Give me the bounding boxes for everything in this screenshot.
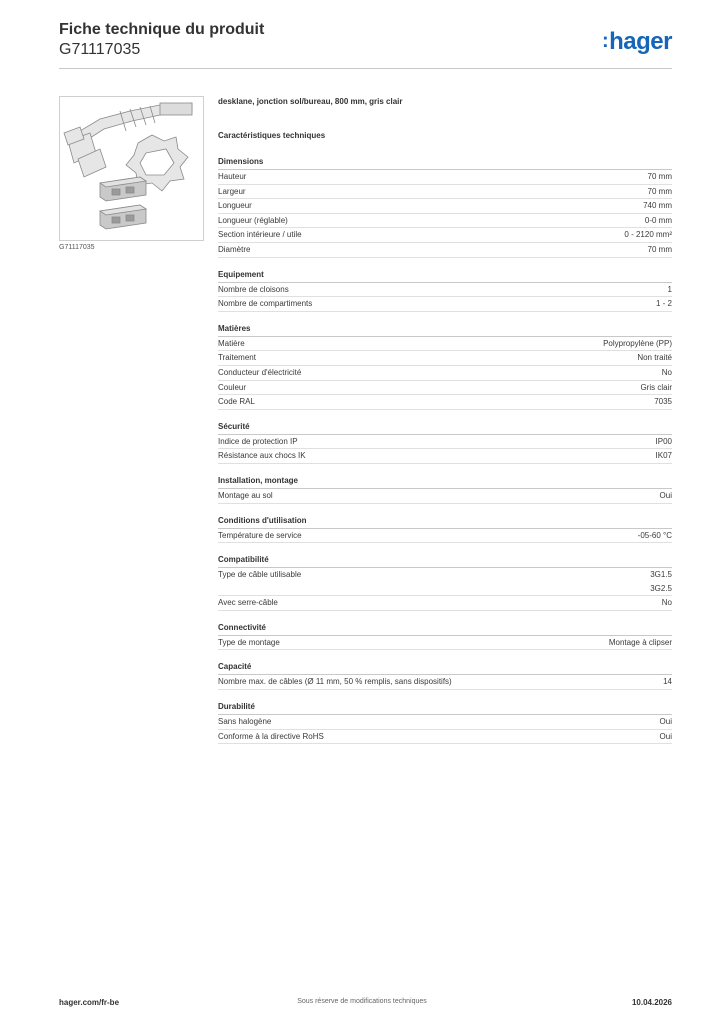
- spec-content: [218, 95, 672, 754]
- spec-row: [218, 214, 672, 229]
- section-title: Durabilité: [218, 700, 672, 715]
- footer-website[interactable]: hager.com/fr-be: [59, 998, 120, 1007]
- spec-value-line: Non traité: [637, 353, 672, 363]
- spec-row: [218, 199, 672, 214]
- spec-row: [218, 297, 672, 312]
- spec-value: [662, 596, 672, 610]
- spec-section: [218, 268, 672, 312]
- spec-row: [218, 596, 672, 611]
- spec-value: [643, 199, 672, 213]
- spec-label: Matière: [218, 338, 245, 348]
- spec-value-line: 1 - 2: [655, 299, 672, 309]
- spec-label: Conducteur d'électricité: [218, 367, 302, 377]
- spec-row: [218, 529, 672, 544]
- spec-value-line: IK07: [655, 451, 672, 461]
- spec-value-line: No: [661, 367, 672, 377]
- spec-row: [218, 228, 672, 243]
- spec-value-line: Oui: [659, 490, 672, 500]
- spec-label: Nombre de compartiments: [218, 299, 313, 309]
- spec-label: Résistance aux chocs IK: [218, 451, 306, 461]
- spec-section: [218, 700, 672, 744]
- spec-row: [218, 715, 672, 730]
- spec-section: [218, 660, 672, 690]
- section-title: Installation, montage: [218, 474, 672, 489]
- spec-row: [218, 185, 672, 200]
- spec-row: [218, 351, 672, 366]
- spec-value-line: Polypropylène (PP): [603, 338, 672, 348]
- spec-value-line: 7035: [654, 397, 672, 407]
- section-title: Dimensions: [218, 155, 672, 170]
- spec-value: [645, 214, 672, 228]
- spec-row: [218, 283, 672, 298]
- product-description: desklane, jonction sol/bureau, 800 mm, gris clair: [218, 97, 403, 106]
- spec-value: [656, 297, 672, 311]
- spec-value: [662, 366, 672, 380]
- spec-value: [660, 489, 672, 503]
- spec-value: [638, 529, 672, 543]
- spec-label: Nombre de cloisons: [218, 284, 289, 294]
- spec-label: Longueur: [218, 201, 252, 211]
- spec-value-line: 1: [667, 284, 672, 294]
- hager-logo: [602, 28, 672, 55]
- spec-label: Largeur: [218, 186, 246, 196]
- spec-value-line: 70 mm: [647, 186, 672, 196]
- image-caption: G71117035: [59, 244, 95, 251]
- spec-label: Conforme à la directive RoHS: [218, 731, 324, 741]
- spec-row: [218, 449, 672, 464]
- spec-row: [218, 675, 672, 690]
- spec-value-line: IP00: [655, 436, 672, 446]
- cable-channel-illustration: [60, 97, 203, 240]
- spec-label: Indice de protection IP: [218, 436, 298, 446]
- spec-sections: [218, 155, 672, 744]
- spec-row: [218, 381, 672, 396]
- spec-value: [656, 435, 672, 449]
- spec-value: [640, 381, 672, 395]
- product-reference: G71117035: [59, 41, 141, 58]
- spec-row: [218, 395, 672, 410]
- spec-value-line: 70 mm: [647, 244, 672, 254]
- spec-label: Longueur (réglable): [218, 215, 288, 225]
- spec-value: [650, 568, 672, 595]
- spec-label: Hauteur: [218, 172, 247, 181]
- page-header: [59, 20, 264, 60]
- spec-row: [218, 636, 672, 651]
- section-title: Matières: [218, 322, 672, 337]
- spec-value-line: 0 - 2120 mm²: [624, 230, 672, 240]
- spec-label: Nombre max. de câbles (Ø 11 mm, 50 % remplis, sans dispositifs): [218, 677, 452, 687]
- spec-value-line: 3G2.5: [650, 583, 672, 593]
- spec-row: [218, 730, 672, 745]
- spec-value-line: Oui: [659, 717, 672, 727]
- footer-date: 10.04.2026: [631, 998, 672, 1007]
- section-title: Capacité: [218, 660, 672, 675]
- spec-value: [660, 715, 672, 729]
- spec-section: [218, 474, 672, 504]
- spec-value: [624, 228, 672, 242]
- spec-label: Couleur: [218, 382, 247, 392]
- spec-value-line: -05-60 °C: [637, 530, 672, 540]
- spec-value: [654, 395, 672, 409]
- page-title: Fiche technique du produit: [59, 21, 265, 38]
- spec-section: [218, 621, 672, 651]
- spec-row: [218, 568, 672, 596]
- section-title: Connectivité: [218, 621, 672, 636]
- spec-section: [218, 322, 672, 410]
- spec-label: Traitement: [218, 353, 256, 363]
- spec-row: [218, 243, 672, 258]
- footer-disclaimer: Sous réserve de modifications techniques: [297, 998, 427, 1005]
- spec-label: Avec serre-câble: [218, 598, 278, 608]
- spec-label: Code RAL: [218, 397, 255, 407]
- spec-value-line: 3G1.5: [650, 570, 672, 580]
- spec-value-line: Montage à clipser: [608, 637, 672, 647]
- spec-section: [218, 514, 672, 544]
- characteristics-title: Caractéristiques techniques: [218, 131, 326, 140]
- spec-row: [218, 489, 672, 504]
- spec-label: Diamètre: [218, 244, 251, 254]
- product-image: [59, 96, 204, 241]
- spec-label: Température de service: [218, 530, 302, 540]
- spec-value: [648, 243, 672, 257]
- spec-value: [603, 337, 672, 351]
- spec-value: [637, 351, 672, 365]
- spec-label: Montage au sol: [218, 490, 273, 500]
- spec-row: [218, 170, 672, 185]
- spec-label: Section intérieure / utile: [218, 230, 302, 240]
- spec-value-line: 70 mm: [647, 172, 672, 181]
- spec-value: [609, 636, 672, 650]
- spec-section: [218, 155, 672, 258]
- spec-row: [218, 366, 672, 381]
- header-divider: [59, 68, 672, 69]
- spec-value: [663, 675, 672, 689]
- spec-label: Type de montage: [218, 637, 280, 647]
- logo-text: hager: [609, 28, 672, 55]
- spec-value-line: Gris clair: [640, 382, 672, 392]
- section-title: Compatibilité: [218, 553, 672, 568]
- section-title: Conditions d'utilisation: [218, 514, 672, 529]
- spec-value-line: 740 mm: [643, 201, 672, 211]
- spec-label: Type de câble utilisable: [218, 570, 302, 580]
- spec-row: [218, 435, 672, 450]
- spec-value: [648, 185, 672, 199]
- spec-label: Sans halogène: [218, 717, 272, 727]
- spec-value-line: 14: [663, 677, 672, 687]
- spec-value: [648, 170, 672, 184]
- section-title: Sécurité: [218, 420, 672, 435]
- spec-value: [656, 449, 672, 463]
- spec-row: [218, 337, 672, 352]
- spec-value: [660, 730, 672, 744]
- logo-dots-icon: :: [601, 30, 609, 52]
- spec-value-line: No: [661, 598, 672, 608]
- section-title: Equipement: [218, 268, 672, 283]
- spec-value: [668, 283, 672, 297]
- spec-value-line: 0-0 mm: [644, 215, 672, 225]
- spec-section: [218, 420, 672, 464]
- spec-value-line: Oui: [659, 731, 672, 741]
- spec-section: [218, 553, 672, 611]
